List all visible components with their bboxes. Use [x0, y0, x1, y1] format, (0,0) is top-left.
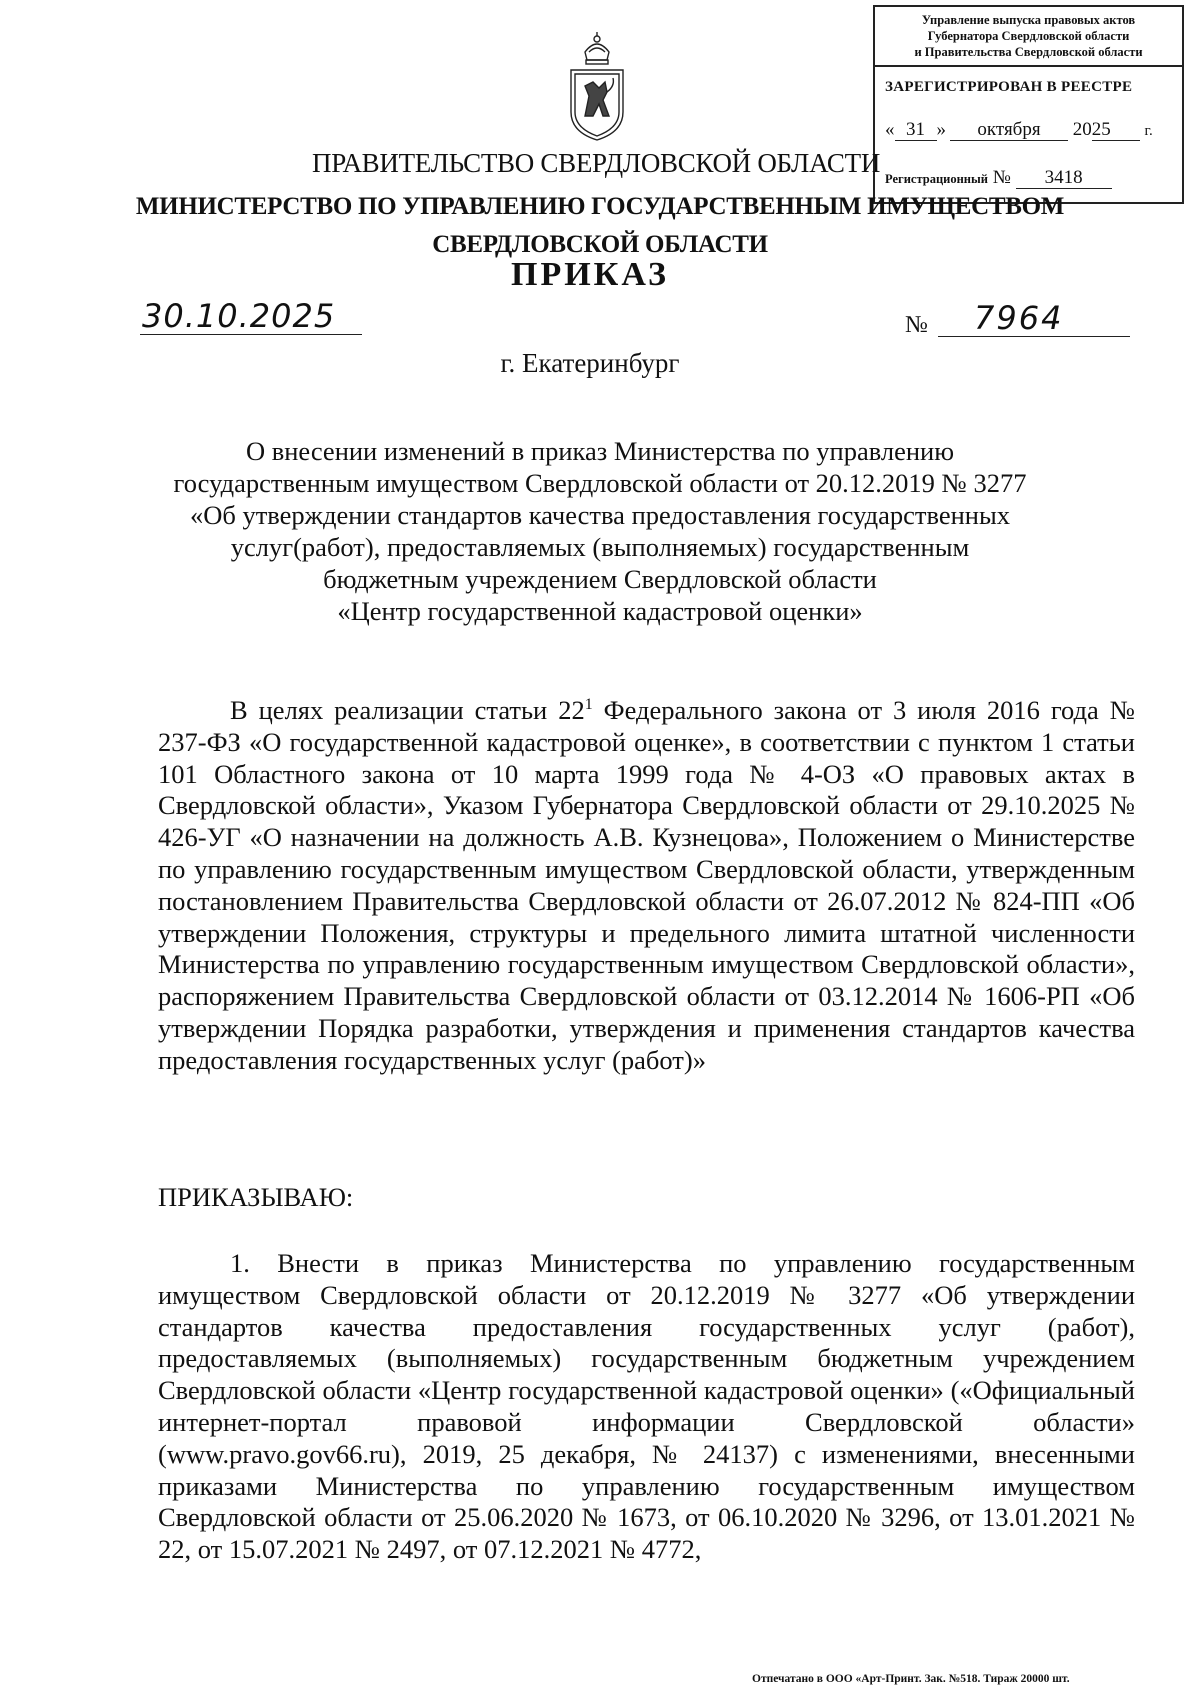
ministry-title	[0, 188, 1200, 264]
stamp-header-line: и Правительства Свердловской области	[914, 45, 1143, 59]
handwritten-number: 7964	[938, 300, 1130, 337]
stamp-year-prefix: 20	[1072, 119, 1092, 140]
stamp-registration	[885, 167, 1112, 189]
print-note: Отпечатано в ООО «Арт-Принт. Зак. №518. Тираж 20000 шт.	[752, 1673, 1070, 1685]
stamp-month: октября	[950, 120, 1068, 141]
stamp-header-line: Управление выпуска правовых актов	[921, 13, 1136, 27]
subject-line: О внесении изменений в приказ Министерства по управлению	[245, 436, 955, 466]
stamp-year-suffix: 25	[1092, 120, 1140, 141]
article-superscript: 1	[584, 696, 593, 714]
stamp-reg-no-sign: №	[992, 167, 1011, 188]
clause-1-paragraph: 1. Внести в приказ Министерства по управлению государственным имуществом Свердловской области от 20.12.2019 № 3277 «Об утверждении стандартов качества предоставления государственных услуг (работ), предоставляемых (выполняемых) государственным бюджетным учреждением Свердловской области «Центр государственной кадастровой оценки» («Официальный интернет-портал правовой информации Свердловской области» (www.pravo.gov66.ru), 2019, 25 декабря, № 24137) с изменениями, внесенными приказами Министерства по управлению государственным имуществом Свердловской области от 25.06.2020 № 1673, от 06.10.2020 № 3296, от 13.01.2021 № 22, от 15.07.2021 № 2497, от 07.12.2021 № 4772,	[158, 1248, 1135, 1565]
stamp-date: « 31 » октября 2025 г.	[885, 119, 1153, 140]
stamp-reg-label: Регистрационный	[885, 172, 988, 186]
preamble-text: В целях реализации статьи 22	[230, 695, 585, 725]
stamp-header	[875, 7, 1182, 67]
coat-of-arms-emblem-icon	[563, 30, 631, 142]
ministry-title-line: МИНИСТЕРСТВО ПО УПРАВЛЕНИЮ ГОСУДАРСТВЕННЫМ ИМУЩЕСТВОМ	[135, 193, 1065, 220]
subject-line: «Об утверждении стандартов качества предоставления государственных	[189, 500, 1011, 530]
stamp-reg-number: 3418	[1016, 168, 1112, 189]
handwritten-date: 30.10.2025	[140, 298, 362, 335]
government-title: ПРАВИТЕЛЬСТВО СВЕРДЛОВСКОЙ ОБЛАСТИ	[312, 148, 881, 178]
stamp-year-unit: г.	[1144, 123, 1153, 139]
stamp-header-line: Губернатора Свердловской области	[927, 29, 1130, 43]
stamp-day: 31	[895, 120, 937, 141]
subject-line: услуг(работ), предоставляемых (выполняемых) государственным	[230, 532, 970, 562]
city-line: г. Екатеринбург	[500, 348, 680, 378]
preamble-paragraph	[158, 695, 1135, 1077]
subject-line: государственным имуществом Свердловской области от 20.12.2019 № 3277	[173, 468, 1027, 498]
document-type: ПРИКАЗ	[511, 256, 669, 293]
stamp-title: ЗАРЕГИСТРИРОВАН В РЕЕСТРЕ	[885, 79, 1133, 95]
registry-stamp	[873, 5, 1184, 204]
subject-line: «Центр государственной кадастровой оценки»	[337, 596, 863, 626]
preamble-text: Федерального закона от 3 июля 2016 года № 237-ФЗ «О государственной кадастровой оценке», в соответствии с пунктом 1 статьи 101 Областного закона от 10 марта 1999 года № 4-ОЗ «О правовых актах в Свердловской области», Указом Губернатора Свердловской области от 29.10.2025 № 426-УГ «О назначении на должность А.В. Кузнецова», Положением о Министерстве по управлению государственным имуществом Свердловской области, утвержденным постановлением Правительства Свердловской области от 26.07.2012 № 824-ПП «Об утверждении Положения, структуры и предельного лимита штатной численности Министерства по управлению государственным имуществом Свердловской области», распоряжением Правительства Свердловской области от 03.12.2014 № 1606-РП «Об утверждении Порядка разработки, утверждения и применения стандартов качества предоставления государственных услуг (работ)»	[158, 695, 1135, 1075]
order-subject	[150, 435, 1050, 627]
order-directive: ПРИКАЗЫВАЮ:	[158, 1182, 354, 1212]
number-sign: №	[905, 312, 928, 338]
subject-line: бюджетным учреждением Свердловской области	[323, 564, 877, 594]
ministry-title-line: СВЕРДЛОВСКОЙ ОБЛАСТИ	[432, 231, 768, 258]
